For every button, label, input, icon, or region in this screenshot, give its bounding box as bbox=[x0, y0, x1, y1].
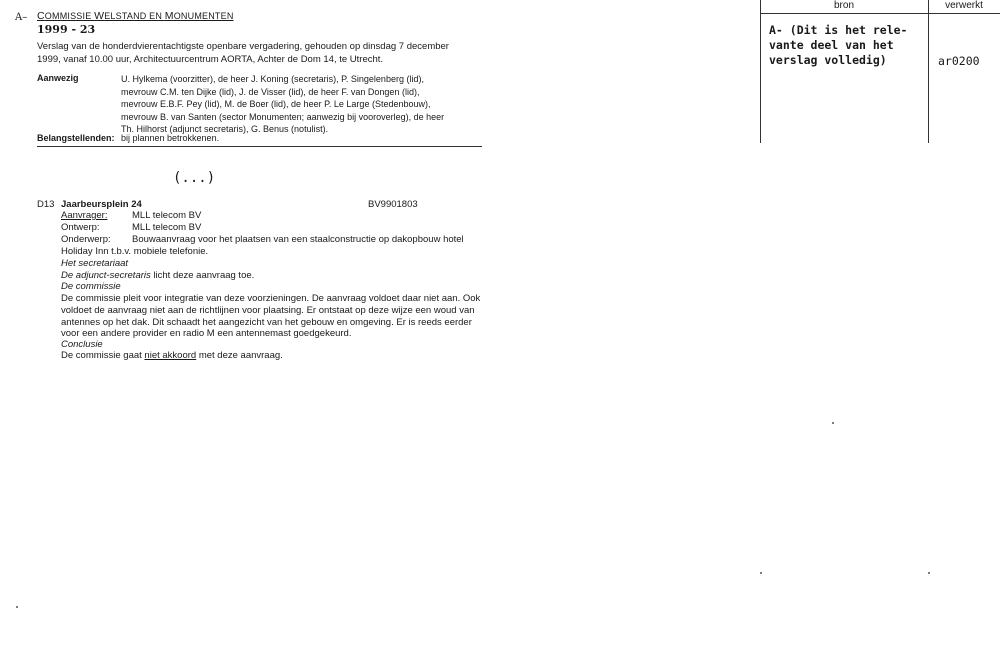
scan-speck bbox=[832, 422, 834, 424]
attendance-list bbox=[121, 73, 491, 136]
source-line: A- (Dit is het rele- bbox=[769, 23, 908, 37]
attendance-label: Aanwezig bbox=[37, 73, 79, 83]
subject-line: Bouwaanvraag voor het plaatsen van een staalconstructie op dakopbouw hotel bbox=[132, 234, 464, 245]
org-initial-m: M bbox=[164, 10, 174, 22]
report-number: 1999 - 23 bbox=[37, 23, 96, 36]
source-cell bbox=[769, 23, 929, 68]
commission-line: De commissie pleit voor integratie van deze voorzieningen. De aanvraag voldoet daar niet aan. Ook bbox=[61, 293, 481, 304]
source-line: vante deel van het bbox=[769, 38, 894, 52]
org-part-3: ONUMENTEN bbox=[173, 11, 234, 21]
secretariat-text bbox=[61, 270, 501, 282]
processed-cell: ar0200 bbox=[938, 54, 980, 68]
column-header-source: bron bbox=[833, 0, 854, 11]
intro-line: Verslag van de honderdvierentachtigste openbare vergadering, gehouden op dinsdag 7 december bbox=[37, 41, 449, 52]
attendance-line: mevrouw E.B.F. Pey (lid), M. de Boer (lid), de heer P. Le Large (Stedenbouw), bbox=[121, 99, 431, 109]
applicant-value: MLL telecom BV bbox=[132, 210, 202, 221]
column-header-processed: verwerkt bbox=[945, 0, 983, 11]
table-border bbox=[760, 0, 761, 143]
source-line: verslag volledig) bbox=[769, 53, 887, 67]
margin-mark: A– bbox=[15, 12, 28, 23]
commission-text bbox=[61, 293, 501, 340]
intro-line: 1999, vanaf 10.00 uur, Architectuurcentrum AORTA, Achter de Dom 14, te Utrecht. bbox=[37, 54, 384, 65]
subject-line: Holiday Inn t.b.v. mobiele telefonie. bbox=[61, 246, 209, 257]
org-initial-w: W bbox=[94, 10, 105, 22]
secretariat-rest: licht deze aanvraag toe. bbox=[150, 270, 255, 281]
item-reference: BV9901803 bbox=[368, 199, 418, 210]
commission-line: voldoet de aanvraag niet aan de richtlijnen voor plaatsing. Er ontstaat op deze wijze een woud van bbox=[61, 304, 475, 316]
scan-speck bbox=[760, 572, 762, 574]
designer-value: MLL telecom BV bbox=[132, 222, 202, 233]
org-initial-c: C bbox=[37, 10, 45, 22]
interested-label: Belangstellenden: bbox=[37, 133, 115, 143]
commission-line: antennes op het dak. Dit schaadt het aangezicht van het gebouw en omgeving. Er is reeds eerder bbox=[61, 316, 472, 328]
org-part-1: OMMISSIE bbox=[44, 11, 95, 21]
attendance-line: mevrouw B. van Santen (sector Monumenten; aanwezig bij vooroverleg), de heer bbox=[121, 111, 445, 122]
item-code: D13 bbox=[37, 199, 55, 210]
interested-text: bij plannen betrokkenen. bbox=[121, 133, 220, 143]
commission-heading: De commissie bbox=[61, 281, 121, 292]
table-header-rule bbox=[760, 13, 1000, 14]
conclusion-text bbox=[61, 350, 283, 361]
designer-label: Ontwerp: bbox=[61, 222, 100, 233]
section-divider bbox=[37, 146, 482, 147]
org-part-2: ELSTAND EN bbox=[104, 11, 165, 21]
secretariat-role: De adjunct-secretaris bbox=[61, 270, 151, 281]
source-table bbox=[760, 0, 1000, 143]
commission-line: voor een andere provider en radio M een antennemast goedgekeurd. bbox=[61, 328, 352, 340]
conclusion-heading: Conclusie bbox=[61, 339, 103, 350]
subject-label: Onderwerp: bbox=[61, 234, 111, 245]
omission-marker: (...) bbox=[173, 170, 216, 186]
secretariat-heading: Het secretariaat bbox=[61, 258, 129, 269]
applicant-label: Aanvrager: bbox=[61, 210, 108, 221]
table-border bbox=[928, 0, 929, 143]
item-title: Jaarbeursplein 24 bbox=[61, 199, 142, 210]
scan-speck bbox=[928, 572, 930, 574]
conclusion-key: niet akkoord bbox=[144, 350, 197, 361]
scan-speck bbox=[16, 606, 18, 608]
conclusion-post: met deze aanvraag. bbox=[196, 350, 283, 361]
attendance-line: mevrouw C.M. ten Dijke (lid), J. de Visser (lid), de heer F. van Dongen (lid), bbox=[121, 86, 420, 97]
organization-name bbox=[37, 10, 234, 22]
attendance-line: Th. Hilhorst (adjunct secretaris), G. Benus (notulist). bbox=[121, 124, 329, 134]
meeting-intro bbox=[37, 40, 487, 66]
attendance-line: U. Hylkema (voorzitter), de heer J. Koning (secretaris), P. Singelenberg (lid), bbox=[121, 74, 424, 84]
conclusion-pre: De commissie gaat bbox=[61, 350, 145, 361]
